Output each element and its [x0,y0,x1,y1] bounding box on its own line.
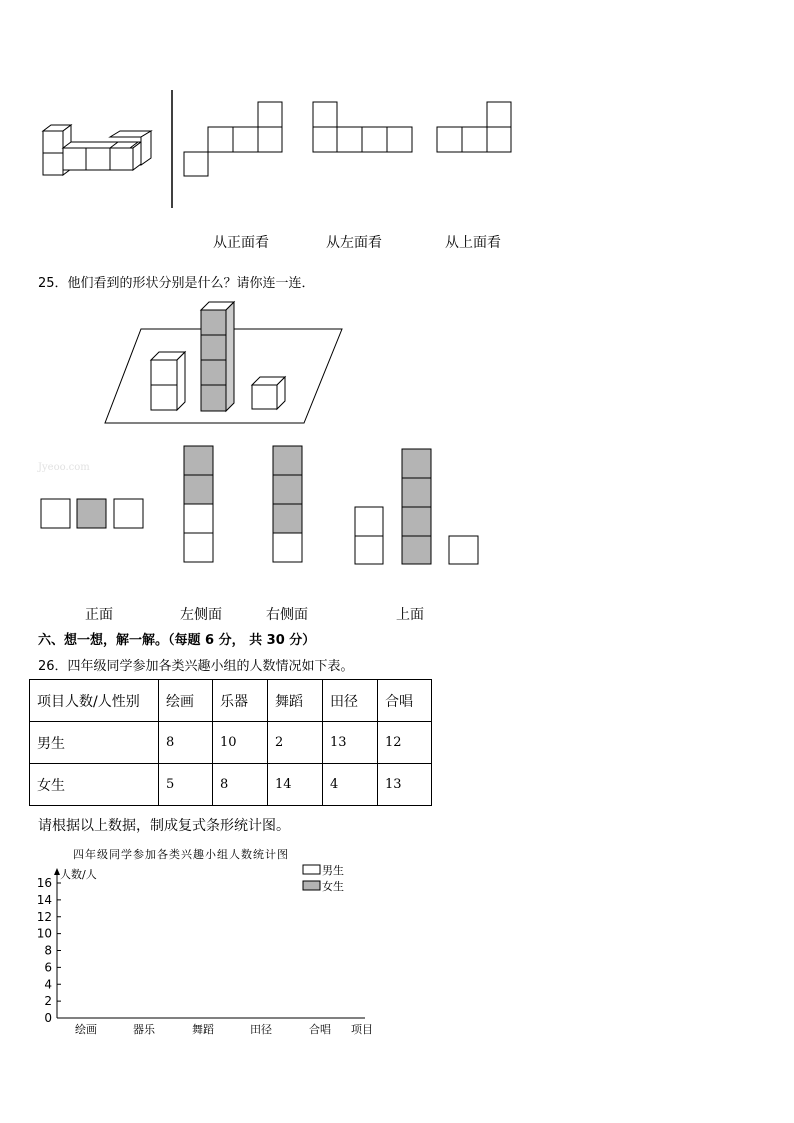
table-row [30,722,432,764]
label-top: 上面 [396,607,424,623]
table-cell: 4 [323,764,378,806]
legend-label-girls: 女生 [322,880,344,893]
table-cell: 8 [159,722,213,764]
table-cell: 14 [268,764,323,806]
table-cell: 10 [213,722,268,764]
y-tick-label: 14 [36,892,52,907]
row-label: 女生 [30,764,159,806]
label-left-side: 左侧面 [180,607,222,623]
label-front: 正面 [85,607,113,623]
table-cell: 13 [378,764,432,806]
view-options-figure [0,440,794,580]
y-tick-label: 2 [44,994,52,1009]
question-25: 25．他们看到的形状分别是什么？请你连一连． [38,276,315,291]
table-header-cell: 合唱 [378,680,432,722]
table-row [30,764,432,806]
row-label: 男生 [30,722,159,764]
watermark: Jyeoo.com [38,462,90,473]
x-tick-label: 田径 [250,1023,272,1036]
table-cell: 2 [268,722,323,764]
bar-chart [0,855,794,1045]
x-tick-label: 绘画 [75,1023,97,1036]
view-label-top: 从上面看 [445,235,501,251]
legend-swatch-boys [303,865,320,874]
table-header-row [30,680,432,722]
instruction: 请根据以上数据，制成复式条形统计图。 [38,818,290,834]
view-label-left: 从左面看 [326,235,382,251]
table-cell: 13 [323,722,378,764]
x-axis-label: 项目 [351,1023,373,1036]
question-26: 26．四年级同学参加各类兴趣小组的人数情况如下表。 [38,659,354,674]
y-tick-label: 16 [36,876,52,890]
label-right-side: 右侧面 [266,607,308,623]
x-tick-label: 合唱 [309,1023,331,1036]
table-header-cell: 乐器 [213,680,268,722]
table-header-cell: 项目人数/人性别 [30,680,159,722]
y-tick-label: 6 [44,960,52,975]
y-axis-label: 人数/人 [60,868,97,881]
view-grid-3 [437,102,511,152]
view-label-front: 从正面看 [213,235,269,251]
chart-title: 四年级同学参加各类兴趣小组人数统计图 [73,848,289,861]
view-grid-2 [313,102,412,152]
section-6-title: 六、想一想，解一解。（每题 6 分， 共 30 分） [38,633,316,648]
data-table [29,679,432,806]
table-cell: 8 [213,764,268,806]
table-cell: 12 [378,722,432,764]
y-tick-label: 8 [44,943,52,958]
y-tick-label: 4 [44,977,52,992]
table-cell: 5 [159,764,213,806]
view-grid-1 [184,102,282,176]
legend-label-boys: 男生 [322,864,344,877]
table-header-cell: 田径 [323,680,378,722]
table-header-cell: 绘画 [159,680,213,722]
x-tick-label: 器乐 [133,1023,155,1036]
cube-arrangement-figure [0,0,794,260]
y-tick-label: 12 [36,909,52,924]
y-tick-label: 10 [36,926,52,941]
y-tick-label: 0 [44,1011,52,1025]
table-header-cell: 舞蹈 [268,680,323,722]
legend-swatch-girls [303,881,320,890]
x-tick-label: 舞蹈 [192,1023,214,1036]
